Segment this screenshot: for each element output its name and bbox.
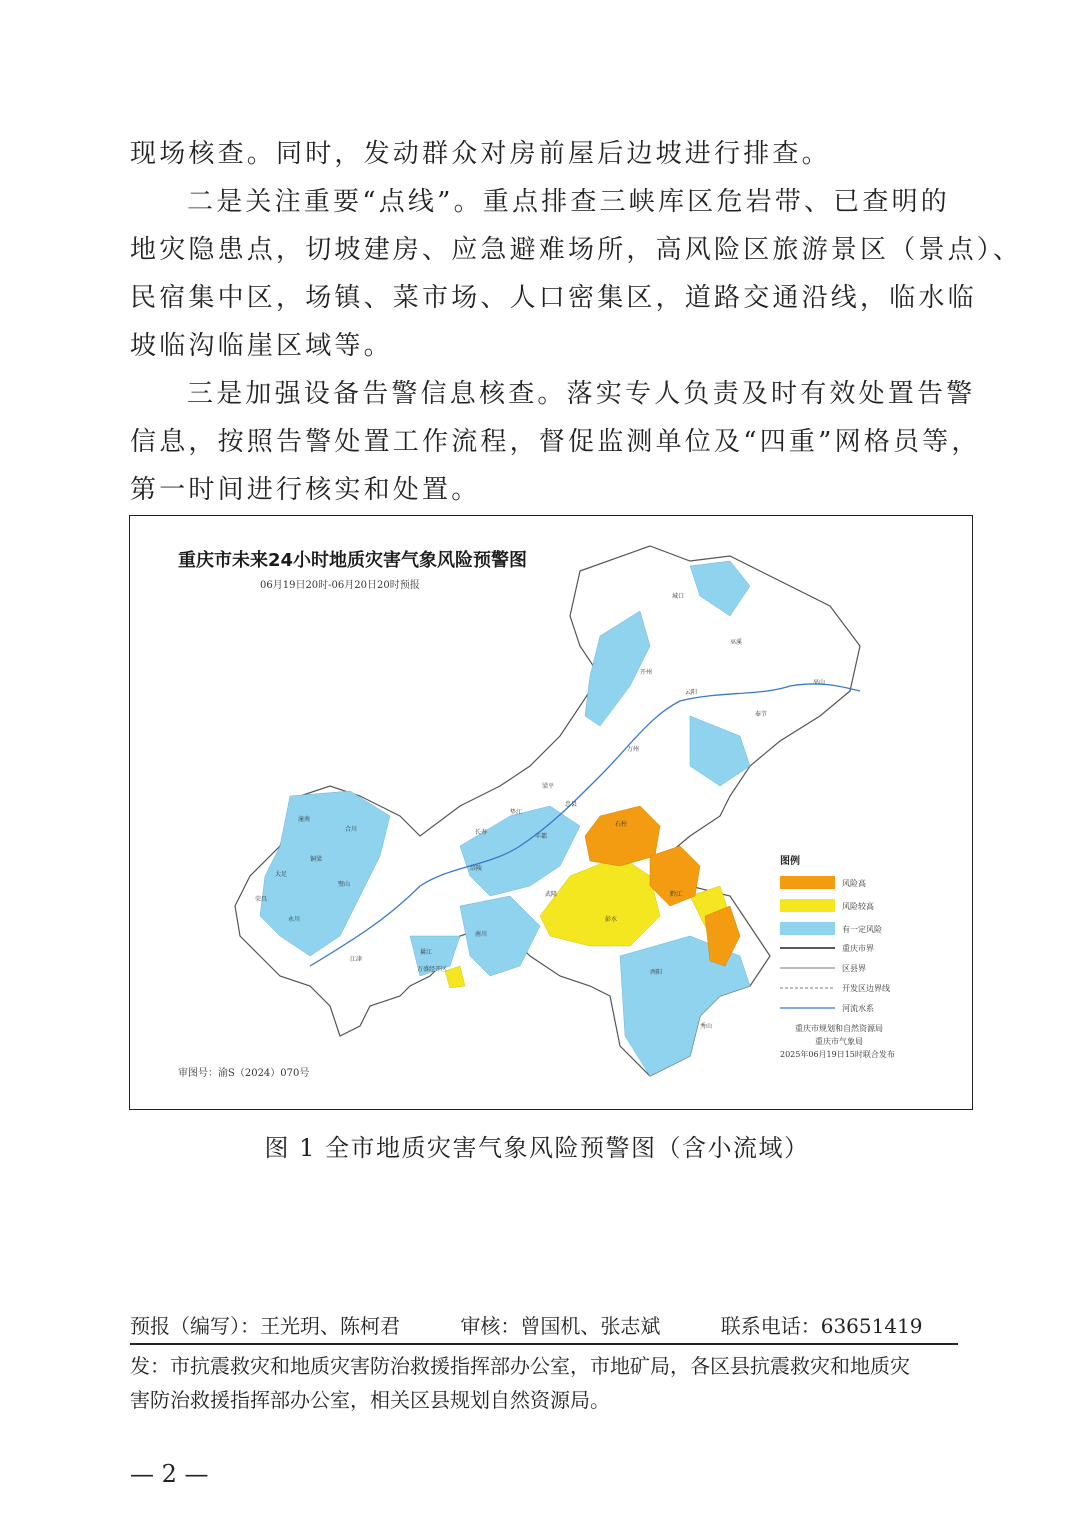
- place-label: 铜梁: [310, 856, 323, 863]
- legend-label: 有一定风险: [842, 925, 882, 934]
- place-label: 彭水: [605, 916, 618, 923]
- map-legend: [780, 854, 895, 1059]
- place-label: 城口: [672, 593, 685, 600]
- risk-map-figure: [129, 515, 973, 1110]
- legend-swatch-some: [780, 922, 835, 935]
- legend-label: 区县界: [842, 964, 866, 973]
- zone-southeast: [620, 936, 750, 1076]
- legend-label: 河流水系: [842, 1004, 874, 1013]
- page-number: — 2 —: [130, 1460, 209, 1488]
- text-line: 二是关注重要“点线”。重点排查三峡库区危岩带、已查明的: [187, 187, 950, 217]
- place-label: 大足: [275, 871, 288, 878]
- text-line: 信息，按照告警处置工作流程，督促监测单位及“四重”网格员等，: [130, 427, 981, 457]
- forecast-authors: 预报（编写）：王光玥、陈柯君: [130, 1314, 400, 1338]
- paragraph-2: [130, 178, 1023, 370]
- place-label: 黔江: [670, 891, 683, 898]
- text-line: 三是加强设备告警信息核查。落实专人负责及时有效处置告警: [187, 379, 976, 409]
- place-label: 奉节: [755, 711, 768, 718]
- map-subtitle: 06月19日20时-06月20日20时预报: [260, 580, 420, 591]
- zone-higher-3: [445, 966, 465, 988]
- paragraph-1: [130, 130, 975, 178]
- legend-heading: 图例: [780, 856, 800, 867]
- distribution-list: [130, 1349, 975, 1417]
- legend-publisher: 重庆市气象局: [815, 1037, 863, 1046]
- place-label: 丰都: [535, 833, 548, 840]
- place-label: 綦江: [420, 949, 433, 956]
- place-label: 万盛经开区: [417, 966, 448, 973]
- place-label: 江津: [350, 956, 363, 963]
- place-label: 垫江: [510, 809, 523, 816]
- text-line: 第一时间进行核实和处置。: [130, 475, 481, 505]
- distribution-line: 害防治救援指挥部办公室，相关区县规划自然资源局。: [130, 1388, 610, 1412]
- text-line: 坡临沟临崖区域等。: [130, 331, 393, 361]
- legend-label: 重庆市界: [842, 944, 874, 953]
- contact-phone: 联系电话：63651419: [720, 1314, 923, 1338]
- legend-label: 风险高: [842, 879, 866, 888]
- place-label: 云阳: [685, 689, 698, 696]
- map-title: 重庆市未来24小时地质灾害气象风险预警图: [178, 550, 528, 571]
- place-label: 南川: [475, 931, 488, 938]
- distribution-line: 发：市抗震救灾和地质灾害防治救援指挥部办公室，市地矿局，各区县抗震救灾和地质灾: [130, 1354, 910, 1378]
- place-label: 梁平: [542, 783, 555, 790]
- place-label: 合川: [345, 826, 358, 833]
- place-label: 永川: [288, 916, 301, 923]
- text-line: 地灾隐患点，切坡建房、应急避难场所，高风险区旅游景区（景点）、: [130, 235, 1023, 265]
- place-label: 长寿: [475, 829, 488, 836]
- place-label: 涪陵: [470, 865, 483, 872]
- place-label: 巫溪: [730, 639, 743, 646]
- place-label: 巫山: [813, 679, 826, 686]
- place-label: 开州: [640, 669, 653, 676]
- legend-publisher: 重庆市规划和自然资源局: [795, 1024, 883, 1033]
- map-approval-number: 审图号：渝S（2024）070号: [178, 1068, 310, 1079]
- footer: [130, 1310, 958, 1417]
- place-label: 武隆: [545, 891, 558, 898]
- reviewers: 审核：曾国机、张志斌: [460, 1314, 661, 1338]
- credits-line: [130, 1310, 958, 1345]
- legend-publisher: 2025年06月19日15时联合发布: [780, 1050, 895, 1059]
- place-label: 万州: [627, 746, 640, 753]
- legend-label: 风险较高: [842, 902, 874, 911]
- text-line: 民宿集中区，场镇、菜市场、人口密集区，道路交通沿线，临水临: [130, 283, 977, 313]
- place-label: 秀山: [700, 1023, 713, 1030]
- place-label: 潼南: [298, 816, 311, 823]
- place-label: 荣昌: [255, 896, 268, 903]
- text-line: 现场核查。同时，发动群众对房前屋后边坡进行排查。: [130, 139, 831, 169]
- place-label: 酉阳: [650, 969, 663, 976]
- figure-caption: 图 1 全市地质灾害气象风险预警图（含小流域）: [264, 1134, 810, 1162]
- place-label: 石柱: [615, 821, 628, 828]
- legend-swatch-higher: [780, 899, 835, 912]
- paragraph-3: [130, 370, 981, 514]
- risk-map: [130, 516, 973, 1110]
- legend-swatch-high: [780, 876, 835, 889]
- place-label: 璧山: [338, 881, 351, 888]
- place-label: 忠县: [565, 801, 578, 808]
- legend-label: 开发区边界线: [842, 984, 890, 993]
